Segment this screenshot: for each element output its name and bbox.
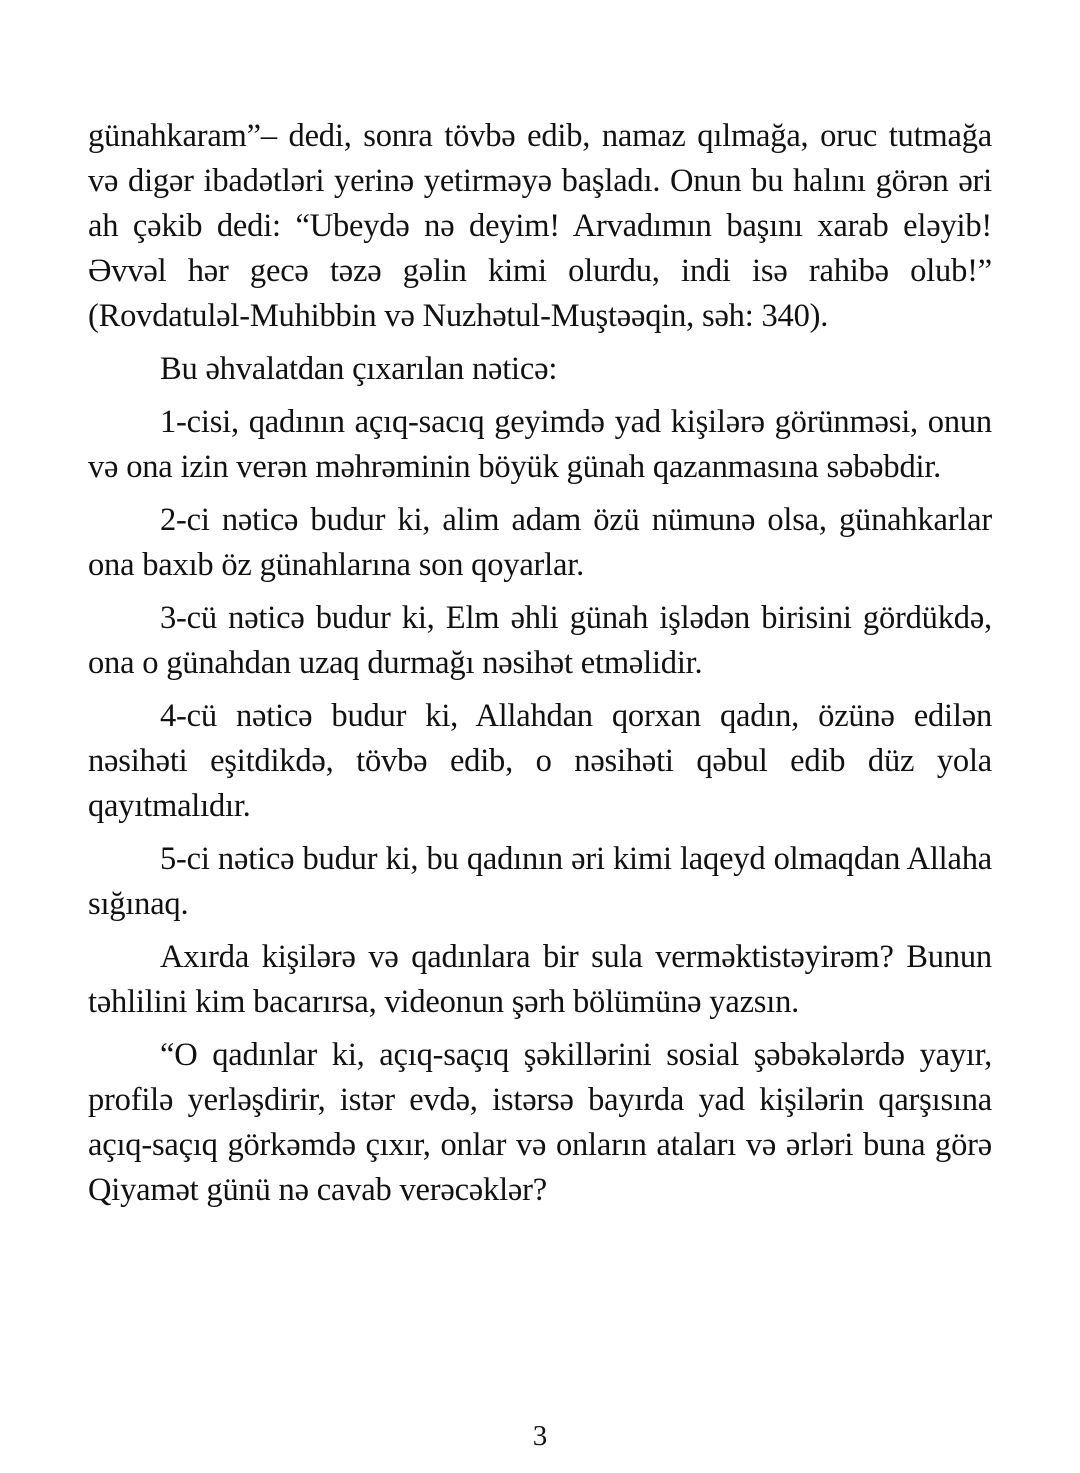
paragraph-conclusion-3: 3-cü nəticə budur ki, Elm əhli günah işlədən birisini gördükdə, ona o günahdan uzaq durmağı nəsihət etməlidir. (88, 600, 992, 681)
paragraph-question: “O qadınlar ki, açıq-saçıq şəkillərini sosial şəbəkələrdə yayır, profilə yerləşdirir, istər evdə, istərsə bayırda yad kişilərin qarşısına açıq-saçıq görkəmdə çıxır, onlar və onların ataları və ərləri buna görə Qiyamət günü nə cavab verəcəklər? (88, 1037, 992, 1208)
paragraph-conclusion-intro: Bu əhvalatdan çıxarılan nəticə: (160, 351, 558, 387)
page-body (88, 114, 992, 1221)
paragraph-story-ending: günahkaram”– dedi, sonra tövbə edib, namaz qılmağa, oruc tutmağa və digər ibadətləri yerinə yetirməyə başladı. Onun bu halını görən əri ah çəkib dedi: “Ubeydə nə deyim! Arvadımın başını xarab eləyib! Əvvəl hər gecə təzə gəlin kimi olurdu, indi isə rahibə olub!” (Rovdatuləl-Muhibbin və Nuzhətul-Muştəəqin, səh: 340). (88, 118, 992, 334)
paragraph-conclusion-4: 4-cü nəticə budur ki, Allahdan qorxan qadın, özünə edilən nəsihəti eşitdikdə, tövbə edib, o nəsihəti qəbul edib düz yola qayıtmalıdır. (88, 698, 992, 824)
paragraph-conclusion-1: 1-cisi, qadının açıq-sacıq geyimdə yad kişilərə görünməsi, onun və ona izin verən məhrəminin böyük günah qazanmasına səbəbdir. (88, 404, 992, 485)
paragraph-question-intro: Axırda kişilərə və qadınlara bir sula verməktistəyirəm? Bunun təhlilini kim bacarırsa, videonun şərh bölümünə yazsın. (88, 939, 992, 1020)
paragraph-conclusion-2: 2-ci nəticə budur ki, alim adam özü nümunə olsa, günahkarlar ona baxıb öz günahlarına son qoyarlar. (88, 502, 992, 583)
paragraph-conclusion-5: 5-ci nəticə budur ki, bu qadının əri kimi laqeyd olmaqdan Allaha sığınaq. (88, 841, 992, 922)
page-number: 3 (532, 1420, 548, 1452)
